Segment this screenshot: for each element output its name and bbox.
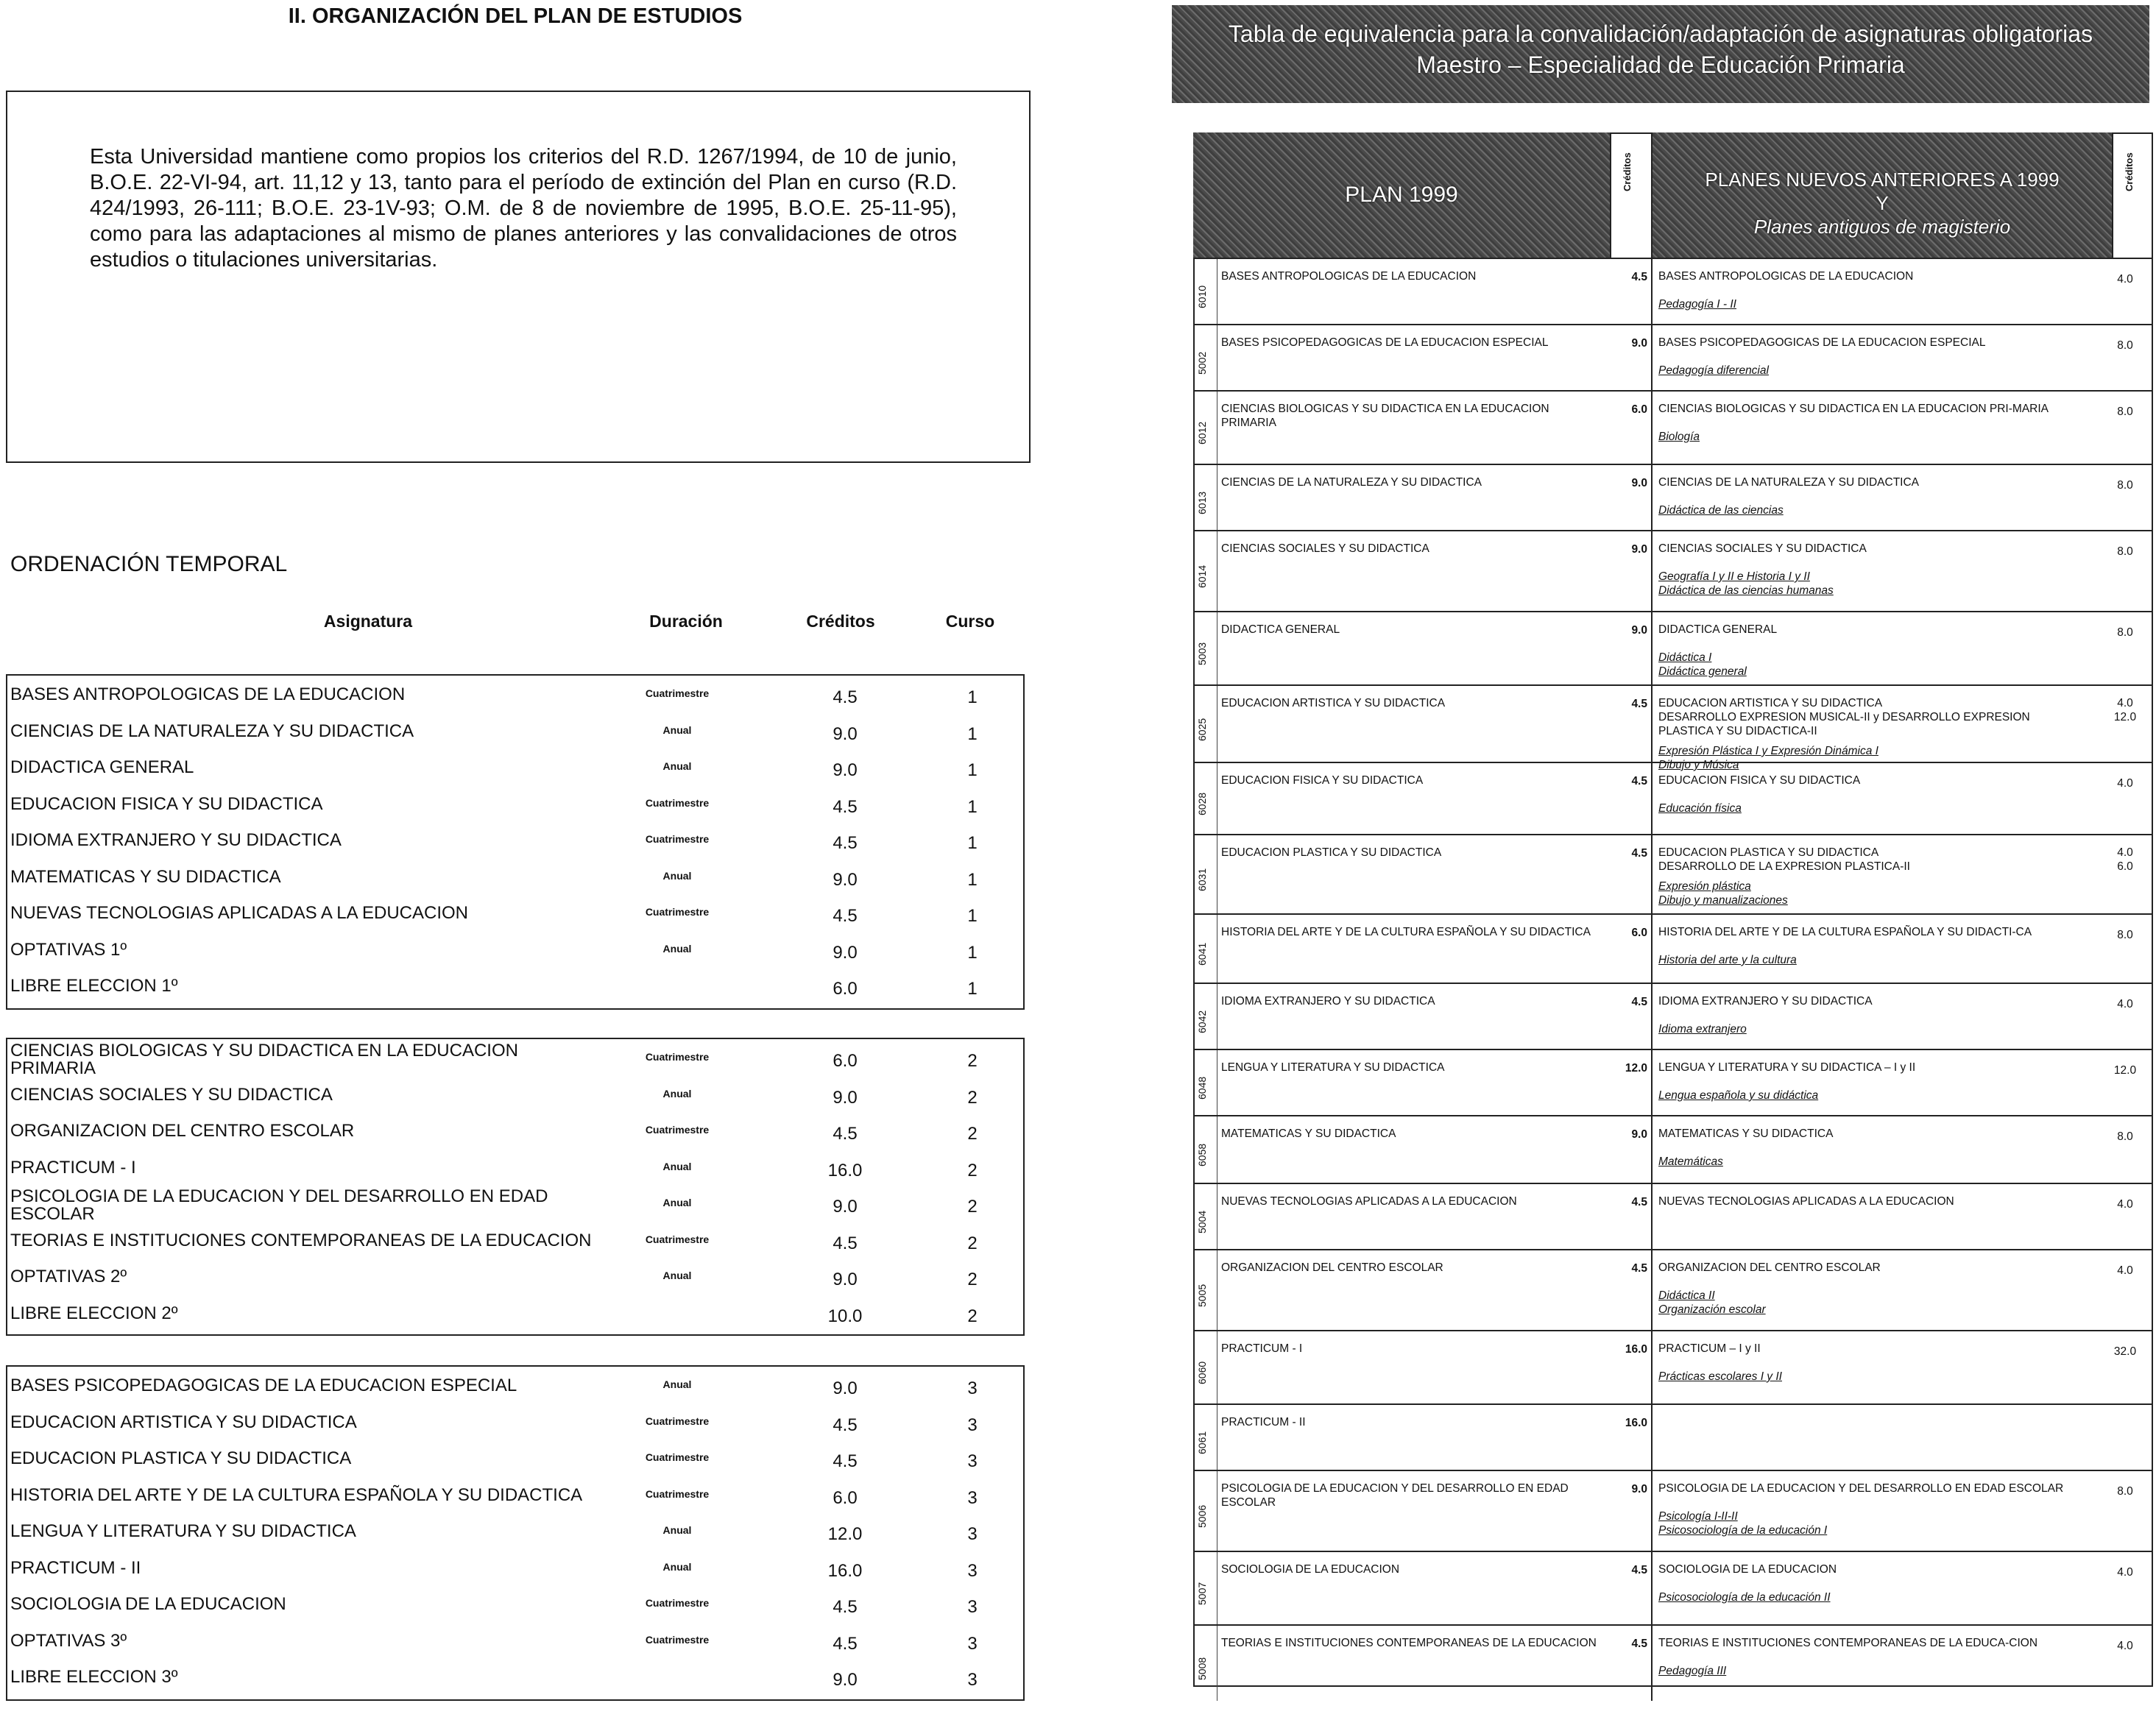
credits-value: 6.0 <box>833 1051 858 1071</box>
legacy-subject-name: Biología <box>1658 431 1700 443</box>
new-subject-name: LENGUA Y LITERATURA Y SU DIDACTICA <box>1221 1061 1445 1074</box>
course-row <box>6 1041 1022 1077</box>
course-value: 3 <box>967 1597 978 1617</box>
course-value: 2 <box>967 1124 978 1144</box>
course-value: 3 <box>967 1633 978 1654</box>
course-row <box>6 1478 1022 1514</box>
course-row <box>6 1077 1022 1114</box>
old-subject-credits: 32.0 <box>2113 1345 2137 1358</box>
course-value: 2 <box>967 1087 978 1108</box>
course-value: 2 <box>967 1270 978 1289</box>
course-value: 3 <box>967 1415 978 1435</box>
course-row <box>6 932 1022 969</box>
subject-code: 6013 <box>1196 491 1208 514</box>
legacy-subject-name: Educación física <box>1658 802 1742 815</box>
legacy-subject-name: Expresión plástica <box>1658 880 1751 893</box>
course-value: 1 <box>967 869 978 890</box>
credits-value: 16.0 <box>827 1160 863 1180</box>
old-subject-credits: 4.0 <box>2117 846 2133 859</box>
course-row <box>6 1150 1022 1186</box>
old-subject-name: CIENCIAS BIOLOGICAS Y SU DIDACTICA EN LA EDUCACION PRI-MARIA <box>1658 403 2049 415</box>
old-subject-name: SOCIOLOGIA DE LA EDUCACION <box>1658 1563 1837 1576</box>
credits-value: 4.5 <box>833 1233 858 1253</box>
subject-code: 5007 <box>1196 1582 1208 1605</box>
subject-name: DIDACTICA GENERAL <box>10 757 194 777</box>
duration-value: Anual <box>662 1560 692 1573</box>
legacy-subject-name: Geografía I y II e Historia I y II <box>1658 570 1810 583</box>
subject-code: 6031 <box>1196 868 1208 891</box>
old-subject-credits: 4.0 <box>2117 998 2133 1010</box>
duration-value: Cuatrimestre <box>645 1451 710 1463</box>
equivalence-row <box>1193 464 2153 530</box>
subject-code: 6042 <box>1196 1010 1208 1033</box>
credits-value: 12.0 <box>827 1524 863 1544</box>
old-subject-credits: 8.0 <box>2117 339 2133 352</box>
subject-name: MATEMATICAS Y SU DIDACTICA <box>10 866 281 887</box>
banner-title: Tabla de equivalencia para la convalidación/adaptación de asignaturas obligatorias <box>1228 21 2093 47</box>
course-row <box>6 1514 1022 1550</box>
duration-value: Cuatrimestre <box>645 1487 710 1500</box>
equivalence-row <box>1193 1551 2153 1624</box>
new-subject-name: ORGANIZACION DEL CENTRO ESCOLAR <box>1221 1261 1443 1274</box>
subject-name: HISTORIA DEL ARTE Y DE LA CULTURA ESPAÑOLA Y SU DIDACTICA <box>10 1484 583 1505</box>
new-subject-credits: 4.5 <box>1631 698 1647 710</box>
new-subject-name: EDUCACION ARTISTICA Y SU DIDACTICA <box>1221 697 1446 709</box>
equivalence-row <box>1193 1403 2153 1470</box>
subject-name: CIENCIAS SOCIALES Y SU DIDACTICA <box>10 1084 333 1105</box>
old-subject-credits: 4.0 <box>2117 1640 2133 1652</box>
course-value: 1 <box>967 760 978 780</box>
equivalence-row <box>1193 1115 2153 1183</box>
credits-value: 4.5 <box>833 1597 858 1617</box>
subject-name: CIENCIAS DE LA NATURALEZA Y SU DIDACTICA <box>10 721 414 741</box>
subject-name: OPTATIVAS 3º <box>10 1630 127 1651</box>
course-row <box>6 1587 1022 1623</box>
new-subject-name: PRACTICUM - II <box>1221 1416 1306 1429</box>
course-value: 3 <box>967 1487 978 1508</box>
old-subject-name: DESARROLLO DE LA EXPRESION PLASTICA-II <box>1658 860 1910 873</box>
old-subject-credits: 8.0 <box>2117 626 2133 639</box>
new-subject-credits: 4.5 <box>1631 847 1647 860</box>
equivalence-row <box>1193 1183 2153 1249</box>
legacy-subject-name: Didáctica II <box>1658 1289 1715 1302</box>
equivalence-table-header <box>1193 132 2153 258</box>
new-subject-name: HISTORIA DEL ARTE Y DE LA CULTURA ESPAÑOLA Y SU DIDACTICA <box>1221 926 1591 938</box>
duration-value: Cuatrimestre <box>645 687 710 699</box>
course-row <box>6 1259 1022 1295</box>
credits-value: 4.5 <box>833 796 858 817</box>
course-row <box>6 969 1022 1005</box>
new-subject-name: DIDACTICA GENERAL <box>1221 623 1340 636</box>
new-subject-name: SOCIOLOGIA DE LA EDUCACION <box>1221 1563 1400 1576</box>
header-old-plans-line1: PLANES NUEVOS ANTERIORES A 1999 <box>1705 169 2060 191</box>
credits-value: 9.0 <box>833 869 858 890</box>
new-subject-credits: 9.0 <box>1631 337 1647 350</box>
subject-name: ORGANIZACION DEL CENTRO ESCOLAR <box>10 1121 355 1141</box>
new-subject-credits: 16.0 <box>1625 1343 1647 1356</box>
subject-name: PRACTICUM - I <box>10 1157 136 1178</box>
credits-value: 10.0 <box>827 1306 863 1326</box>
equivalence-banner <box>1172 5 2149 103</box>
old-subject-credits: 4.0 <box>2117 1198 2133 1211</box>
credits-value: 9.0 <box>833 1087 858 1108</box>
old-subject-name: BASES ANTROPOLOGICAS DE LA EDUCACION <box>1658 270 1914 283</box>
subject-code: 6041 <box>1196 942 1208 966</box>
course-row <box>6 714 1022 750</box>
duration-value: Anual <box>662 1270 692 1281</box>
equivalence-row <box>1193 913 2153 983</box>
legacy-subject-name: Dibujo y manualizaciones <box>1658 894 1788 907</box>
equivalence-row <box>1193 1624 2153 1701</box>
subject-code: 6012 <box>1196 421 1208 445</box>
duration-value: Cuatrimestre <box>645 906 710 918</box>
credits-value: 9.0 <box>833 1378 858 1398</box>
credits-value: 9.0 <box>833 723 858 744</box>
old-subject-name: BASES PSICOPEDAGOGICAS DE LA EDUCACION ESPECIAL <box>1658 336 1986 349</box>
duration-value: Cuatrimestre <box>645 796 710 809</box>
legacy-subject-name: Pedagogía I - II <box>1658 298 1736 311</box>
equivalence-row <box>1193 1249 2153 1330</box>
old-subject-name: IDIOMA EXTRANJERO Y SU DIDACTICA <box>1658 995 1873 1008</box>
old-subject-name: DESARROLLO EXPRESION MUSICAL-II y DESARROLLO EXPRESION PLASTICA Y SU DIDACTICA-II <box>1658 711 2030 737</box>
course-value: 1 <box>967 796 978 817</box>
legacy-subject-name: Organización escolar <box>1658 1303 1766 1316</box>
duration-value: Anual <box>662 760 692 772</box>
old-subject-credits: 4.0 <box>2117 273 2133 286</box>
legacy-subject-name: Expresión Plástica I y Expresión Dinámica I <box>1658 745 1878 757</box>
subject-name: BASES PSICOPEDAGOGICAS DE LA EDUCACION ESPECIAL <box>10 1376 517 1395</box>
subject-name: EDUCACION ARTISTICA Y SU DIDACTICA <box>10 1412 357 1432</box>
course-row <box>6 1186 1022 1222</box>
old-subject-credits: 4.0 <box>2117 1264 2133 1277</box>
credits-value: 4.5 <box>833 687 858 707</box>
old-subject-credits: 8.0 <box>2117 929 2133 941</box>
course-value: 1 <box>967 906 978 926</box>
duration-value: Cuatrimestre <box>645 1415 710 1427</box>
course-row <box>6 1368 1022 1404</box>
subject-code: 6058 <box>1196 1143 1208 1167</box>
new-subject-credits: 9.0 <box>1631 1483 1647 1495</box>
credits-value: 4.5 <box>833 1451 858 1471</box>
subject-code: 6028 <box>1196 792 1208 815</box>
old-subject-credits: 12.0 <box>2113 711 2137 723</box>
duration-value: Cuatrimestre <box>645 1233 710 1245</box>
credits-value: 4.5 <box>833 906 858 926</box>
subject-code: 5008 <box>1196 1657 1208 1680</box>
credits-value: 9.0 <box>833 1670 858 1690</box>
subject-name: CIENCIAS BIOLOGICAS Y SU DIDACTICA EN LA EDUCACION PRIMARIA <box>10 1041 518 1078</box>
subject-name: EDUCACION FISICA Y SU DIDACTICA <box>10 793 323 814</box>
duration-value: Anual <box>662 942 692 955</box>
credits-value: 4.5 <box>833 1124 858 1144</box>
subject-name: PRACTICUM - II <box>10 1557 141 1578</box>
old-subject-name: CIENCIAS SOCIALES Y SU DIDACTICA <box>1658 542 1867 555</box>
new-subject-name: EDUCACION PLASTICA Y SU DIDACTICA <box>1221 846 1442 859</box>
new-subject-name: CIENCIAS DE LA NATURALEZA Y SU DIDACTICA <box>1221 476 1482 489</box>
legacy-subject-name: Dibujo y Música <box>1658 759 1739 771</box>
new-subject-credits: 12.0 <box>1625 1062 1647 1075</box>
old-subject-name: PSICOLOGIA DE LA EDUCACION Y DEL DESARROLLO EN EDAD ESCOLAR <box>1658 1482 2064 1495</box>
old-subject-credits: 4.0 <box>2117 777 2133 790</box>
subject-name: BASES ANTROPOLOGICAS DE LA EDUCACION <box>10 684 406 704</box>
course-row <box>6 1660 1022 1696</box>
course-value: 1 <box>967 833 978 853</box>
legacy-subject-name: Idioma extranjero <box>1658 1023 1747 1035</box>
credits-value: 4.5 <box>833 833 858 853</box>
equivalence-row <box>1193 390 2153 464</box>
equivalence-row <box>1193 983 2153 1049</box>
credits-value: 6.0 <box>833 979 858 999</box>
credits-value: 6.0 <box>833 1487 858 1508</box>
subject-code: 6048 <box>1196 1076 1208 1100</box>
old-subject-name: NUEVAS TECNOLOGIAS APLICADAS A LA EDUCACION <box>1658 1195 1954 1208</box>
course-row <box>6 896 1022 932</box>
new-subject-credits: 4.5 <box>1631 1638 1647 1650</box>
legacy-subject-name: Didáctica de las ciencias humanas <box>1658 584 1834 597</box>
new-subject-credits: 6.0 <box>1631 927 1647 939</box>
course-row <box>6 1223 1022 1259</box>
new-subject-credits: 9.0 <box>1631 1128 1647 1141</box>
course-value: 1 <box>967 687 978 707</box>
subject-name: IDIOMA EXTRANJERO Y SU DIDACTICA <box>10 830 342 850</box>
new-subject-name: BASES PSICOPEDAGOGICAS DE LA EDUCACION ESPECIAL <box>1221 336 1549 349</box>
subject-name: SOCIOLOGIA DE LA EDUCACION <box>10 1594 286 1614</box>
duration-value: Cuatrimestre <box>645 1051 710 1063</box>
subject-name: NUEVAS TECNOLOGIAS APLICADAS A LA EDUCACION <box>10 903 468 923</box>
header-credits-old: Créditos <box>2112 132 2153 258</box>
equivalence-row <box>1193 611 2153 684</box>
page-title: II. ORGANIZACIÓN DEL PLAN DE ESTUDIOS <box>288 4 743 28</box>
course-value: 3 <box>967 1451 978 1471</box>
new-subject-name: MATEMATICAS Y SU DIDACTICA <box>1221 1127 1396 1140</box>
legacy-subject-name: Pedagogía III <box>1658 1665 1727 1677</box>
subject-name: PSICOLOGIA DE LA EDUCACION Y DEL DESARROLLO EN EDAD ESCOLAR <box>10 1186 548 1224</box>
course-value: 2 <box>967 1233 978 1253</box>
subject-code: 5005 <box>1196 1284 1208 1307</box>
course-value: 1 <box>967 723 978 744</box>
old-subject-name: PRACTICUM – I y II <box>1658 1342 1761 1355</box>
course-row <box>6 1114 1022 1150</box>
subject-code: 6025 <box>1196 718 1208 741</box>
equivalence-row <box>1193 834 2153 913</box>
new-subject-name: PSICOLOGIA DE LA EDUCACION Y DEL DESARROLLO EN EDAD ESCOLAR <box>1221 1482 1569 1509</box>
duration-value: Anual <box>662 1087 692 1100</box>
banner-subtitle: Maestro – Especialidad de Educación Primaria <box>1416 52 1905 78</box>
new-subject-credits: 9.0 <box>1631 543 1647 556</box>
old-subject-name: EDUCACION PLASTICA Y SU DIDACTICA <box>1658 846 1879 859</box>
duration-value: Anual <box>662 1197 692 1208</box>
credits-value: 16.0 <box>827 1560 863 1581</box>
subject-code: 5003 <box>1196 642 1208 665</box>
old-subject-name: ORGANIZACION DEL CENTRO ESCOLAR <box>1658 1261 1881 1274</box>
course-row <box>6 1441 1022 1477</box>
header-old-plans-line3: Planes antiguos de magisterio <box>1753 216 2011 238</box>
new-subject-credits: 6.0 <box>1631 403 1647 416</box>
duration-value: Cuatrimestre <box>645 1124 710 1136</box>
legacy-subject-name: Psicosociología de la educación I <box>1658 1524 1828 1537</box>
old-subject-name: EDUCACION ARTISTICA Y SU DIDACTICA <box>1658 697 1883 709</box>
legacy-subject-name: Didáctica de las ciencias <box>1658 504 1784 517</box>
legacy-subject-name: Lengua española y su didáctica <box>1658 1089 1819 1102</box>
header-subject: Asignatura <box>323 612 413 631</box>
equivalence-row <box>1193 762 2153 834</box>
equivalence-row <box>1193 1470 2153 1551</box>
course-row <box>6 787 1022 823</box>
old-subject-credits: 4.0 <box>2117 1566 2133 1579</box>
equivalence-row <box>1193 1330 2153 1403</box>
legacy-subject-name: Pedagogía diferencial <box>1658 364 1769 377</box>
old-subject-name: DIDACTICA GENERAL <box>1658 623 1778 636</box>
old-subject-credits: 6.0 <box>2117 860 2133 873</box>
course-row <box>6 677 1022 713</box>
course-value: 2 <box>967 1051 978 1071</box>
equivalence-row <box>1193 258 2153 324</box>
course-row <box>6 750 1022 786</box>
new-subject-name: BASES ANTROPOLOGICAS DE LA EDUCACION <box>1221 270 1477 283</box>
duration-value: Anual <box>662 869 692 882</box>
header-credits: Créditos <box>806 612 875 631</box>
credits-value: 9.0 <box>833 1197 858 1217</box>
course-value: 2 <box>967 1197 978 1217</box>
old-subject-credits: 8.0 <box>2117 1485 2133 1498</box>
intro-paragraph: Esta Universidad mantiene como propios los criterios del R.D. 1267/1994, de 10 de junio, B.O.E. 22-VI-94, art. 11,12 y 13, tanto para el período de extinción del Plan en curso (R.D. 424/1993, 26-111; B.O.E. 23-1V-93; O.M. de 8 de noviembre de 1995, B.O.E. 25-11-95), como para las adaptaciones al mismo de planes anteriores y las convalidaciones de otros estudios o titulaciones universitarias. <box>90 145 957 272</box>
header-old-plans-line2: Y <box>1876 192 1889 214</box>
legacy-subject-name: Psicosociología de la educación II <box>1658 1591 1831 1604</box>
credits-value: 9.0 <box>833 760 858 780</box>
new-subject-credits: 4.5 <box>1631 1196 1647 1208</box>
subject-code: 6061 <box>1196 1431 1208 1454</box>
duration-value: Cuatrimestre <box>645 833 710 845</box>
old-subject-credits: 4.0 <box>2117 697 2133 709</box>
equivalence-row <box>1193 324 2153 390</box>
new-subject-name: EDUCACION FISICA Y SU DIDACTICA <box>1221 774 1424 787</box>
course-value: 3 <box>967 1524 978 1544</box>
subject-code: 6014 <box>1196 564 1208 588</box>
old-subject-name: CIENCIAS DE LA NATURALEZA Y SU DIDACTICA <box>1658 476 1920 489</box>
duration-value: Cuatrimestre <box>645 1633 710 1646</box>
subject-name: OPTATIVAS 1º <box>10 939 127 960</box>
course-value: 3 <box>967 1378 978 1398</box>
subject-code: 5002 <box>1196 351 1208 375</box>
subject-name: LENGUA Y LITERATURA Y SU DIDACTICA <box>10 1521 356 1541</box>
subject-name: LIBRE ELECCION 1º <box>10 976 178 996</box>
course-row <box>6 1405 1022 1441</box>
credits-value: 4.5 <box>833 1633 858 1654</box>
course-row <box>6 1624 1022 1660</box>
equivalence-table-body <box>1193 258 2153 1687</box>
old-subject-credits: 8.0 <box>2117 406 2133 418</box>
legacy-subject-name: Didáctica general <box>1658 665 1747 678</box>
new-subject-credits: 9.0 <box>1631 477 1647 489</box>
legacy-subject-name: Prácticas escolares I y II <box>1658 1370 1782 1383</box>
course-row <box>6 1296 1022 1332</box>
course-row <box>6 860 1022 896</box>
subject-code: 6010 <box>1196 285 1208 308</box>
header-old-plans <box>1651 132 2112 258</box>
duration-value: Anual <box>662 723 692 736</box>
legacy-subject-name: Matemáticas <box>1658 1155 1723 1168</box>
old-subject-name: LENGUA Y LITERATURA Y SU DIDACTICA – I y II <box>1658 1061 1916 1074</box>
credits-value: 9.0 <box>833 942 858 963</box>
header-duration: Duración <box>649 612 723 631</box>
old-subject-name: MATEMATICAS Y SU DIDACTICA <box>1658 1127 1834 1140</box>
course-value: 1 <box>967 979 978 999</box>
subject-code: 6060 <box>1196 1361 1208 1384</box>
old-subject-name: EDUCACION FISICA Y SU DIDACTICA <box>1658 774 1861 787</box>
course-row <box>6 1551 1022 1587</box>
equivalence-row <box>1193 684 2153 771</box>
new-subject-credits: 4.5 <box>1631 996 1647 1008</box>
legacy-subject-name: Historia del arte y la cultura <box>1658 954 1797 966</box>
duration-value: Cuatrimestre <box>645 1597 710 1609</box>
course-row <box>6 823 1022 859</box>
subject-name: TEORIAS E INSTITUCIONES CONTEMPORANEAS DE LA EDUCACION <box>10 1230 592 1250</box>
old-subject-name: HISTORIA DEL ARTE Y DE LA CULTURA ESPAÑOLA Y SU DIDACTI-CA <box>1658 926 2032 938</box>
new-subject-credits: 16.0 <box>1625 1417 1647 1429</box>
old-subject-credits: 8.0 <box>2117 545 2133 558</box>
credits-value: 4.5 <box>833 1415 858 1435</box>
new-subject-name: TEORIAS E INSTITUCIONES CONTEMPORANEAS DE LA EDUCACION <box>1221 1637 1597 1649</box>
course-value: 2 <box>967 1306 978 1326</box>
subject-code: 5004 <box>1196 1210 1208 1233</box>
legacy-subject-name: Didáctica I <box>1658 651 1712 664</box>
new-subject-name: PRACTICUM - I <box>1221 1342 1303 1355</box>
new-subject-credits: 4.5 <box>1631 775 1647 787</box>
equivalence-row <box>1193 530 2153 611</box>
subject-name: LIBRE ELECCION 2º <box>10 1303 178 1323</box>
old-subject-credits: 8.0 <box>2117 479 2133 492</box>
equivalence-row <box>1193 1049 2153 1115</box>
new-subject-name: NUEVAS TECNOLOGIAS APLICADAS A LA EDUCACION <box>1221 1195 1517 1208</box>
legacy-subject-name: Psicología I-II-II <box>1658 1510 1738 1523</box>
header-credits-new: Créditos <box>1610 132 1651 258</box>
course-value: 3 <box>967 1560 978 1581</box>
subject-code: 5006 <box>1196 1504 1208 1528</box>
course-value: 1 <box>967 942 978 963</box>
header-plan-1999: PLAN 1999 <box>1193 132 1610 258</box>
duration-value: Anual <box>662 1160 692 1172</box>
section-title: ORDENACIÓN TEMPORAL <box>10 552 288 576</box>
new-subject-credits: 9.0 <box>1631 624 1647 637</box>
new-subject-credits: 4.5 <box>1631 1262 1647 1275</box>
course-value: 2 <box>967 1160 978 1180</box>
subject-name: EDUCACION PLASTICA Y SU DIDACTICA <box>10 1448 352 1468</box>
new-subject-name: IDIOMA EXTRANJERO Y SU DIDACTICA <box>1221 995 1435 1008</box>
header-course: Curso <box>945 612 995 631</box>
new-subject-name: CIENCIAS SOCIALES Y SU DIDACTICA <box>1221 542 1429 555</box>
old-subject-credits: 12.0 <box>2113 1064 2137 1077</box>
new-subject-name: CIENCIAS BIOLOGICAS Y SU DIDACTICA EN LA EDUCACION PRIMARIA <box>1221 403 1549 429</box>
new-subject-credits: 4.5 <box>1631 271 1647 283</box>
credits-value: 9.0 <box>833 1270 858 1289</box>
new-subject-credits: 4.5 <box>1631 1564 1647 1576</box>
subject-name: LIBRE ELECCION 3º <box>10 1667 178 1687</box>
old-subject-name: TEORIAS E INSTITUCIONES CONTEMPORANEAS DE LA EDUCA-CION <box>1658 1637 2038 1649</box>
subject-name: OPTATIVAS 2º <box>10 1267 127 1286</box>
duration-value: Anual <box>662 1378 692 1390</box>
old-subject-credits: 8.0 <box>2117 1130 2133 1143</box>
duration-value: Anual <box>662 1524 692 1536</box>
course-value: 3 <box>967 1670 978 1690</box>
